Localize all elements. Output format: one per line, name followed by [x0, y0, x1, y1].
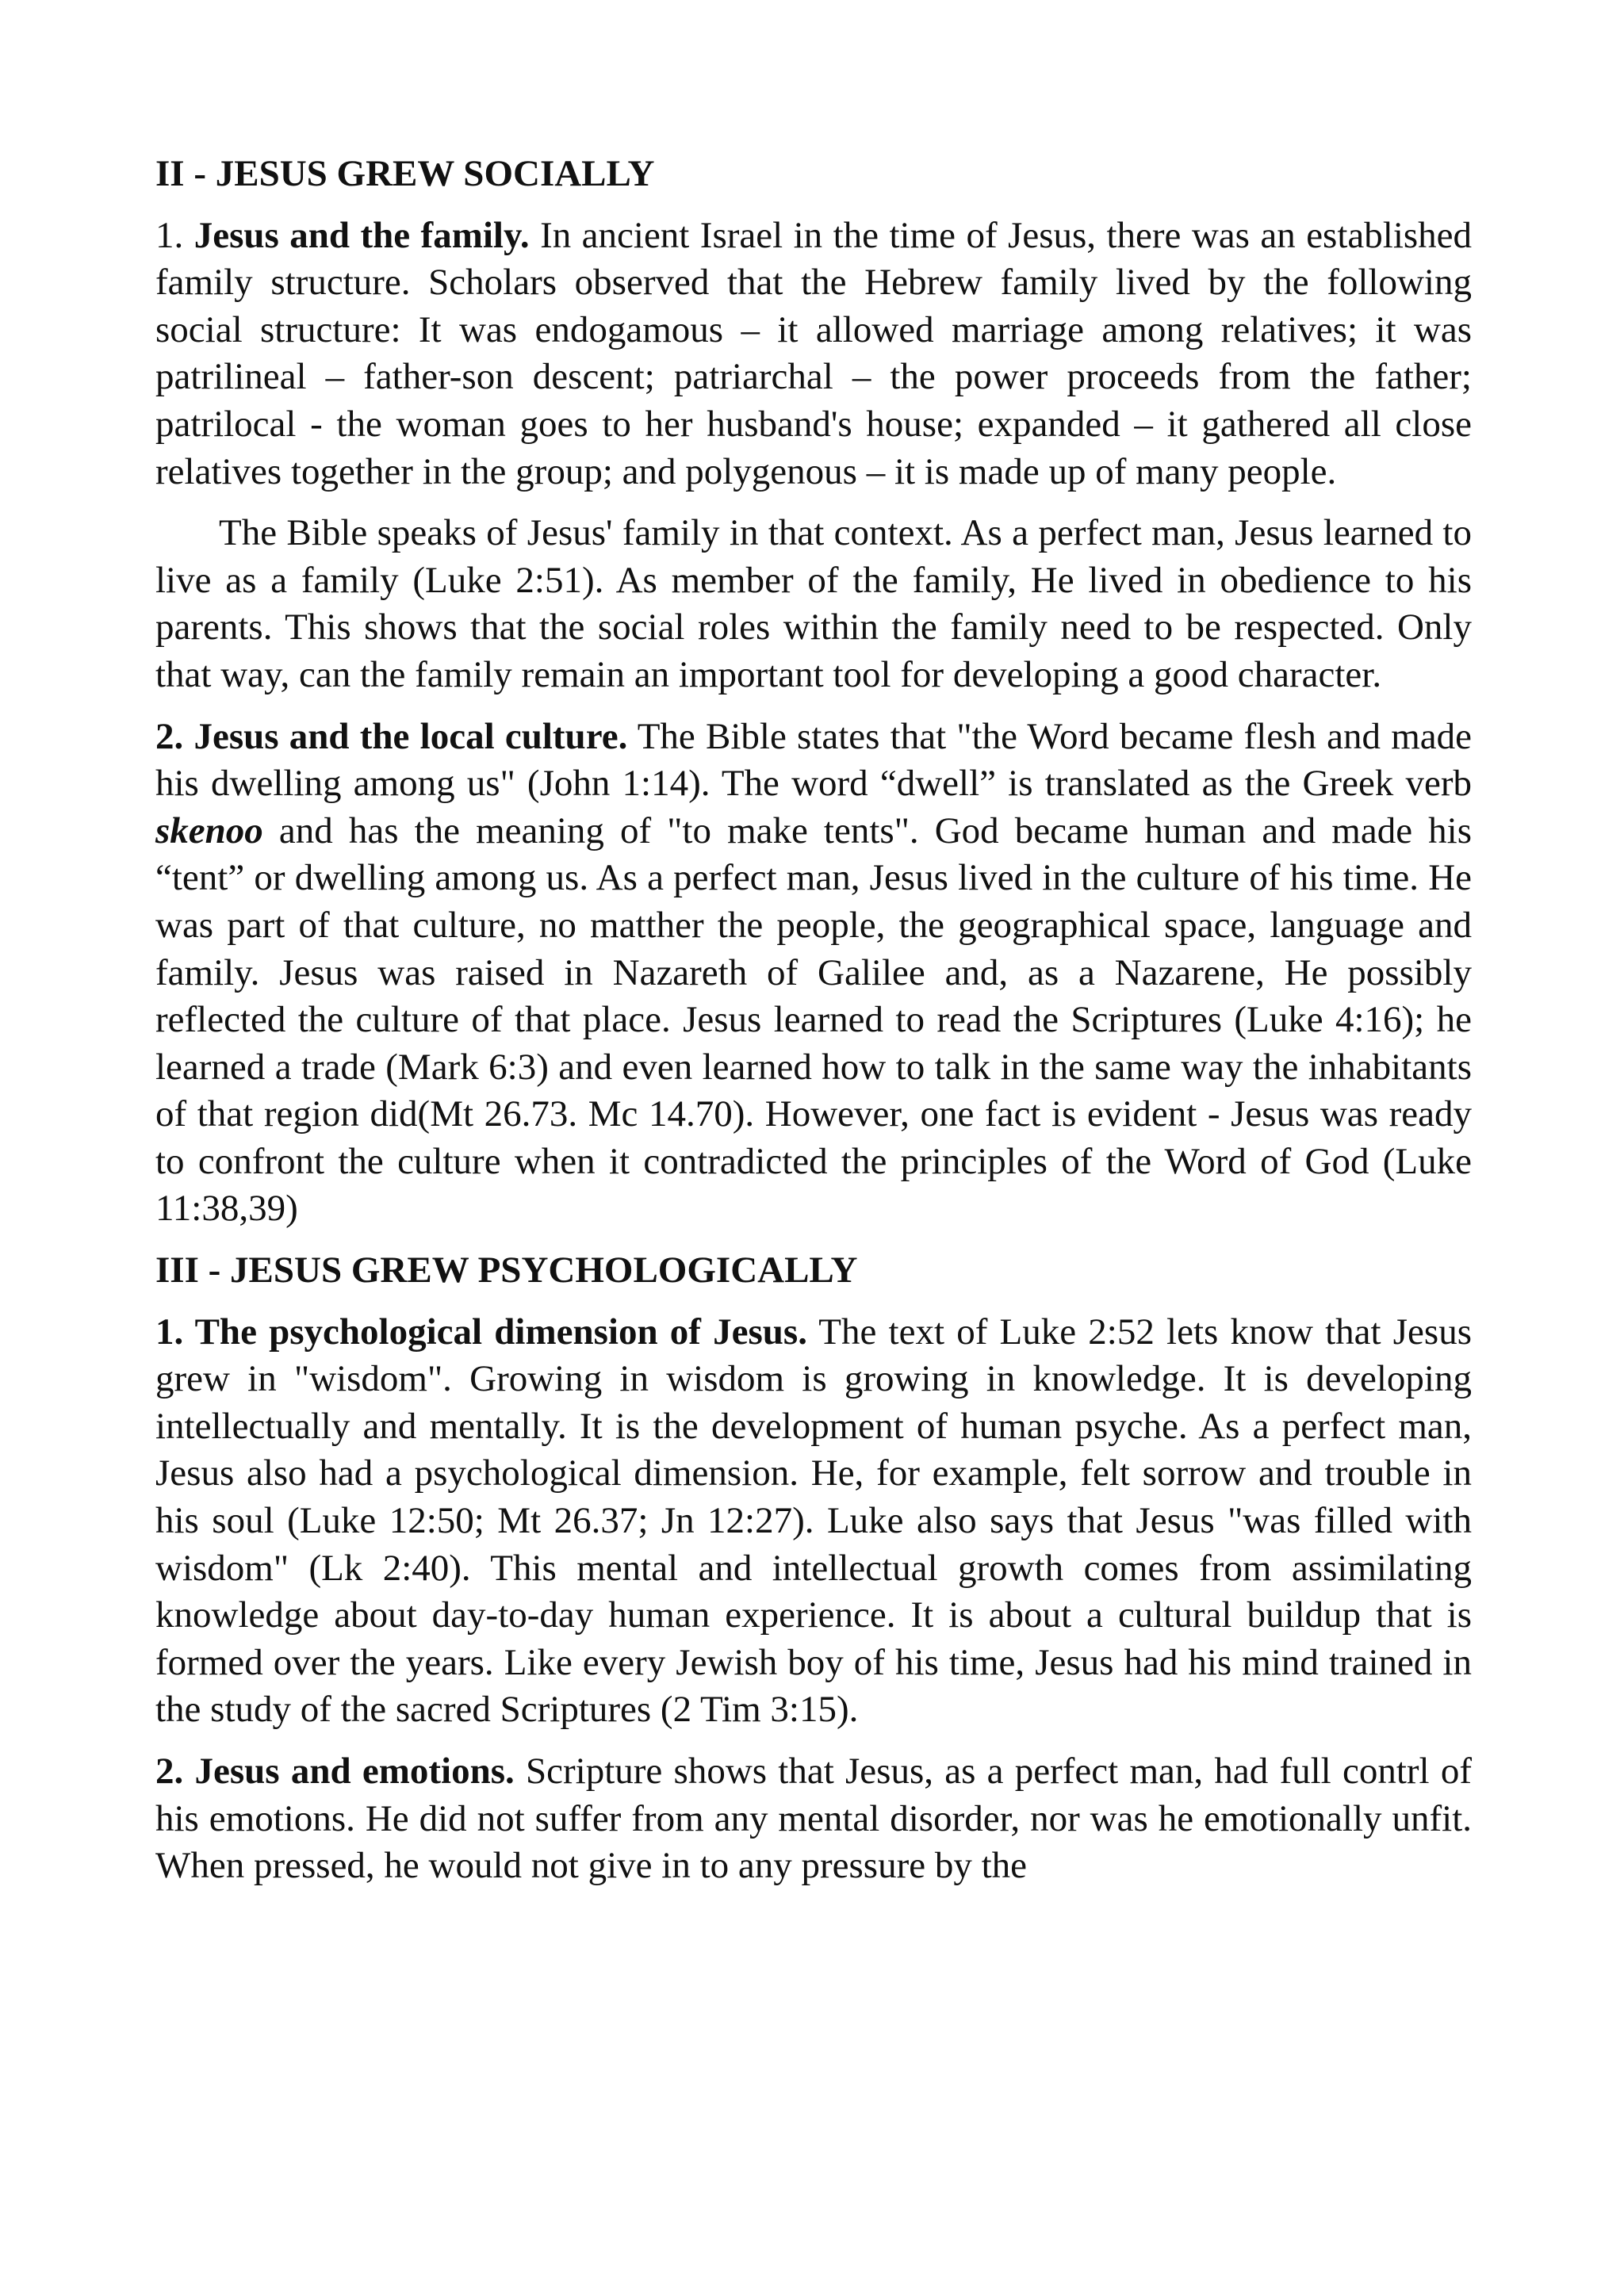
paragraph-family-context	[155, 510, 1472, 698]
paragraph-text: Scripture shows that Jesus, as a perfect man, had full contrl of his emotions. He did not suffer from any mental disorder, nor was he emotionally unfit. When pressed, he would not give in to any pressure by the	[155, 1751, 1472, 1887]
paragraph-emotions	[155, 1748, 1472, 1890]
document-page	[155, 151, 1472, 1904]
paragraph-text-before: The Bible states that "the Word became flesh and made his dwelling among us" (John 1:14). The word “dwell” is translated as the Greek verb	[155, 715, 1472, 805]
paragraph-text: In ancient Israel in the time of Jesus, there was an established family structure. Scholars observed that the Hebrew family lived by the following social structure: It was endogamous – it allowed marriage among relatives; it was patrilineal – father-son descent; patriarchal – the power proceeds from the father; patrilocal - the woman goes to her husband's house; expanded – it gathered all close relatives together in the group; and polygenous – it is made up of many people.	[155, 214, 1473, 492]
section-heading-social: II - JESUS GREW SOCIALLY	[155, 153, 655, 194]
paragraph-jesus-and-family	[155, 212, 1472, 496]
paragraph-number: 1.	[155, 214, 184, 256]
paragraph-lead: 2. Jesus and the local culture.	[155, 715, 628, 757]
paragraph-psychological-dimension	[155, 1309, 1472, 1734]
greek-term: skenoo	[155, 809, 263, 851]
paragraph-text-after: and has the meaning of "to make tents". God became human and made his “tent” or dwelling among us. As a perfect man, Jesus lived in the culture of his time. He was part of that culture, no matther the people, the geographical space, language and family. Jesus was raised in Nazareth of Galilee and, as a Nazarene, He possibly reflected the culture of that place. Jesus learned to read the Scriptures (Luke 4:16); he learned a trade (Mark 6:3) and even learned how to talk in the same way the inhabitants of that region did(Mt 26.73. Mc 14.70). However, one fact is evident - Jesus was ready to confront the culture when it contradicted the principles of the Word of God (Luke 11:38,39)	[155, 809, 1473, 1230]
paragraph-lead: 2. Jesus and emotions.	[155, 1751, 515, 1792]
paragraph-text: The Bible speaks of Jesus' family in that context. As a perfect man, Jesus learned to live as a family (Luke 2:51). As member of the family, He lived in obedience to his parents. This shows that the social roles within the family need to be respected. Only that way, can the family remain an important tool for developing a good character.	[155, 512, 1472, 695]
paragraph-lead: Jesus and the family.	[193, 214, 530, 256]
paragraph-lead: 1. The psychological dimension of Jesus.	[155, 1311, 807, 1353]
paragraph-local-culture	[155, 714, 1472, 1234]
paragraph-text: The text of Luke 2:52 lets know that Jesus grew in "wisdom". Growing in wisdom is growing in knowledge. It is developing intellectually and mentally. It is the development of human psyche. As a perfect man, Jesus also had a psychological dimension. He, for example, felt sorrow and trouble in his soul (Luke 12:50; Mt 26.37; Jn 12:27). Luke also says that Jesus "was filled with wisdom" (Lk 2:40). This mental and intellectual growth comes from assimilating knowledge about day-to-day human experience. It is about a cultural buildup that is formed over the years. Like every Jewish boy of his time, Jesus had his mind trained in the study of the sacred Scriptures (2 Tim 3:15).	[155, 1311, 1472, 1731]
section-heading-psychological: III - JESUS GREW PSYCHOLOGICALLY	[155, 1249, 858, 1292]
